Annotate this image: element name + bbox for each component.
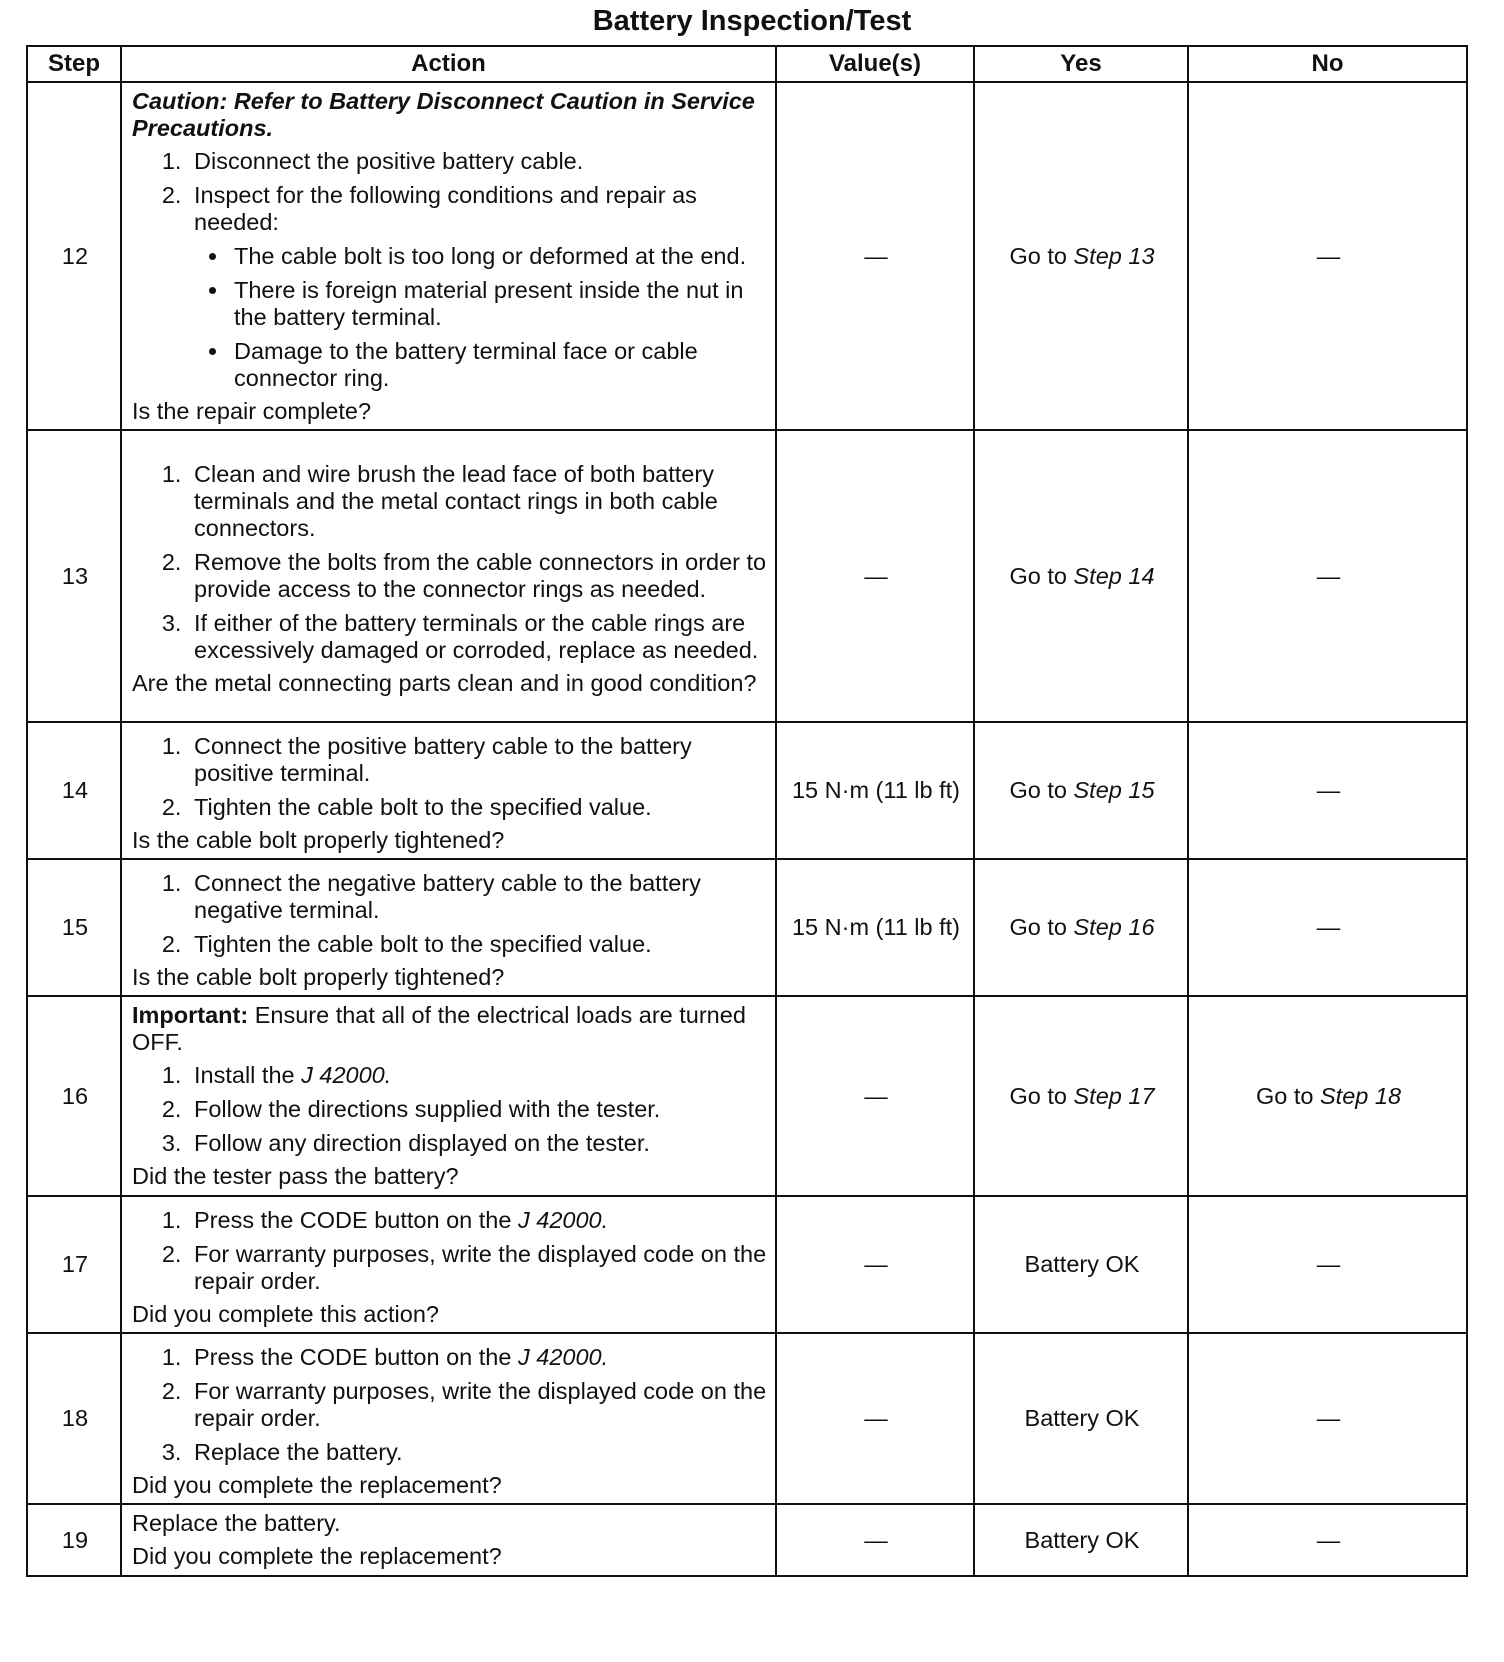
- go-to-text: Go to: [1009, 562, 1067, 589]
- header-yes: Yes: [974, 46, 1188, 82]
- go-to-text: Go to: [1009, 777, 1067, 803]
- action-step-text: Press the CODE button on the: [194, 1344, 512, 1370]
- go-to-text: Go to: [1009, 914, 1067, 940]
- action-step: [188, 1344, 767, 1371]
- value-cell: 15 N·m (11 lb ft): [776, 859, 974, 996]
- action-cell: [121, 82, 776, 430]
- action-step: 2. Tighten the cable bolt to the specified value.: [188, 794, 767, 821]
- step-number: 13: [27, 430, 121, 722]
- action-question: Is the cable bolt properly tightened?: [132, 964, 505, 990]
- yes-cell: [974, 722, 1188, 859]
- action-cell: [121, 722, 776, 859]
- yes-step-ref: Step 15: [1073, 777, 1155, 803]
- caution-note: Caution: Refer to Battery Disconnect Caution in Service Precautions.: [132, 87, 755, 141]
- yes-cell: [974, 82, 1188, 430]
- table-row-step-18: [27, 1333, 1467, 1504]
- yes-step-ref: Step 17: [1073, 1082, 1155, 1109]
- action-question: Did you complete the replacement?: [132, 1472, 502, 1498]
- action-question: Did you complete this action?: [132, 1301, 439, 1327]
- no-cell: —: [1188, 722, 1467, 859]
- action-cell: [121, 430, 776, 722]
- action-step: 2. Tighten the cable bolt to the specified value.: [188, 931, 767, 958]
- action-steps: [132, 1207, 767, 1295]
- yes-step-ref: Step 14: [1073, 562, 1155, 589]
- condition-item: • Damage to the battery terminal face or cable connector ring.: [230, 338, 767, 392]
- yes-cell: [974, 859, 1188, 996]
- step-number: 16: [27, 996, 121, 1196]
- table-row-step-19: [27, 1504, 1467, 1576]
- step-number: 19: [27, 1504, 121, 1576]
- condition-item: • There is foreign material present inside the nut in the battery terminal.: [230, 277, 767, 331]
- action-cell: [121, 1333, 776, 1504]
- page-title: Battery Inspection/Test: [592, 5, 912, 37]
- action-step: 2. For warranty purposes, write the displayed code on the repair order.: [188, 1378, 767, 1432]
- step-number: 17: [27, 1196, 121, 1333]
- action-step-text: Inspect for the following conditions and repair as needed:: [194, 181, 697, 235]
- no-cell: [1188, 996, 1467, 1196]
- yes-cell: Battery OK: [974, 1196, 1188, 1333]
- go-to-text: Go to: [1255, 1082, 1314, 1109]
- action-steps: [132, 870, 767, 958]
- action-line: Replace the battery.: [132, 1510, 341, 1536]
- yes-cell: [974, 996, 1188, 1196]
- header-step: Step: [27, 46, 121, 82]
- no-cell: —: [1188, 1504, 1467, 1576]
- table-row-step-12: [27, 82, 1467, 430]
- important-text: Ensure that all of the electrical loads are turned OFF.: [132, 1002, 746, 1055]
- diagnostic-table: [26, 45, 1468, 1577]
- yes-step-ref: Step 13: [1073, 242, 1155, 269]
- value-cell: —: [776, 430, 974, 722]
- action-cell: [121, 859, 776, 996]
- header-values: Value(s): [776, 46, 974, 82]
- step-number: 12: [27, 82, 121, 430]
- action-step: 1. Disconnect the positive battery cable.: [188, 148, 767, 175]
- yes-cell: Battery OK: [974, 1504, 1188, 1576]
- action-steps: [132, 1062, 767, 1157]
- value-cell: —: [776, 996, 974, 1196]
- value-cell: —: [776, 1504, 974, 1576]
- action-step: 2. Remove the bolts from the cable connectors in order to provide access to the connector rings as needed.: [188, 549, 767, 603]
- action-question: Is the repair complete?: [132, 397, 372, 424]
- step-number: 18: [27, 1333, 121, 1504]
- action-cell: [121, 1196, 776, 1333]
- action-step: 1. Connect the negative battery cable to the battery negative terminal.: [188, 870, 767, 924]
- action-question: Are the metal connecting parts clean and in good condition?: [132, 670, 757, 696]
- step-number: 15: [27, 859, 121, 996]
- action-step: 3. If either of the battery terminals or the cable rings are excessively damaged or corroded, replace as needed.: [188, 610, 767, 664]
- action-step: 3. Follow any direction displayed on the tester.: [188, 1130, 767, 1157]
- go-to-text: Go to: [1009, 1082, 1067, 1109]
- tool-ref: J 42000.: [517, 1344, 609, 1370]
- action-step: 2. For warranty purposes, write the displayed code on the repair order.: [188, 1241, 767, 1295]
- no-cell: —: [1188, 1333, 1467, 1504]
- value-cell: —: [776, 1333, 974, 1504]
- no-cell: —: [1188, 859, 1467, 996]
- action-question: Did the tester pass the battery?: [132, 1163, 459, 1189]
- no-cell: —: [1188, 82, 1467, 430]
- condition-item: • The cable bolt is too long or deformed at the end.: [230, 243, 767, 270]
- header-action: Action: [121, 46, 776, 82]
- action-question: Is the cable bolt properly tightened?: [132, 827, 505, 853]
- table-row-step-13: [27, 430, 1467, 722]
- table-header-row: [27, 46, 1467, 82]
- no-cell: —: [1188, 430, 1467, 722]
- value-cell: —: [776, 1196, 974, 1333]
- action-step: [188, 1062, 767, 1089]
- action-step: 1. Clean and wire brush the lead face of both battery terminals and the metal contact rings in both cable connectors.: [188, 461, 767, 542]
- action-cell: [121, 1504, 776, 1576]
- action-step: 2. Follow the directions supplied with the tester.: [188, 1096, 767, 1123]
- action-step-text: Install the: [194, 1062, 295, 1088]
- action-step: 3. Replace the battery.: [188, 1439, 767, 1466]
- table-row-step-17: [27, 1196, 1467, 1333]
- table-row-step-14: [27, 722, 1467, 859]
- yes-step-ref: Step 16: [1073, 914, 1155, 940]
- action-steps: [132, 461, 767, 664]
- action-steps: [132, 1344, 767, 1466]
- yes-cell: Battery OK: [974, 1333, 1188, 1504]
- action-step: [188, 182, 767, 392]
- action-cell: [121, 996, 776, 1196]
- step-number: 14: [27, 722, 121, 859]
- action-question: Did you complete the replacement?: [132, 1543, 502, 1569]
- table-row-step-16: [27, 996, 1467, 1196]
- no-cell: —: [1188, 1196, 1467, 1333]
- action-step-text: Press the CODE button on the: [194, 1207, 512, 1233]
- no-step-ref: Step 18: [1320, 1082, 1402, 1109]
- important-label: Important:: [132, 1002, 249, 1028]
- yes-cell: [974, 430, 1188, 722]
- important-note: [132, 1002, 767, 1056]
- action-step: 1. Connect the positive battery cable to the battery positive terminal.: [188, 733, 767, 787]
- action-step: [188, 1207, 767, 1234]
- action-steps: [132, 148, 767, 392]
- action-steps: [132, 733, 767, 821]
- header-no: No: [1188, 46, 1467, 82]
- tool-ref: J 42000.: [517, 1207, 609, 1233]
- table-row-step-15: [27, 859, 1467, 996]
- value-cell: 15 N·m (11 lb ft): [776, 722, 974, 859]
- go-to-text: Go to: [1009, 242, 1067, 269]
- condition-list: [194, 243, 767, 392]
- tool-ref: J 42000.: [301, 1062, 392, 1088]
- value-cell: —: [776, 82, 974, 430]
